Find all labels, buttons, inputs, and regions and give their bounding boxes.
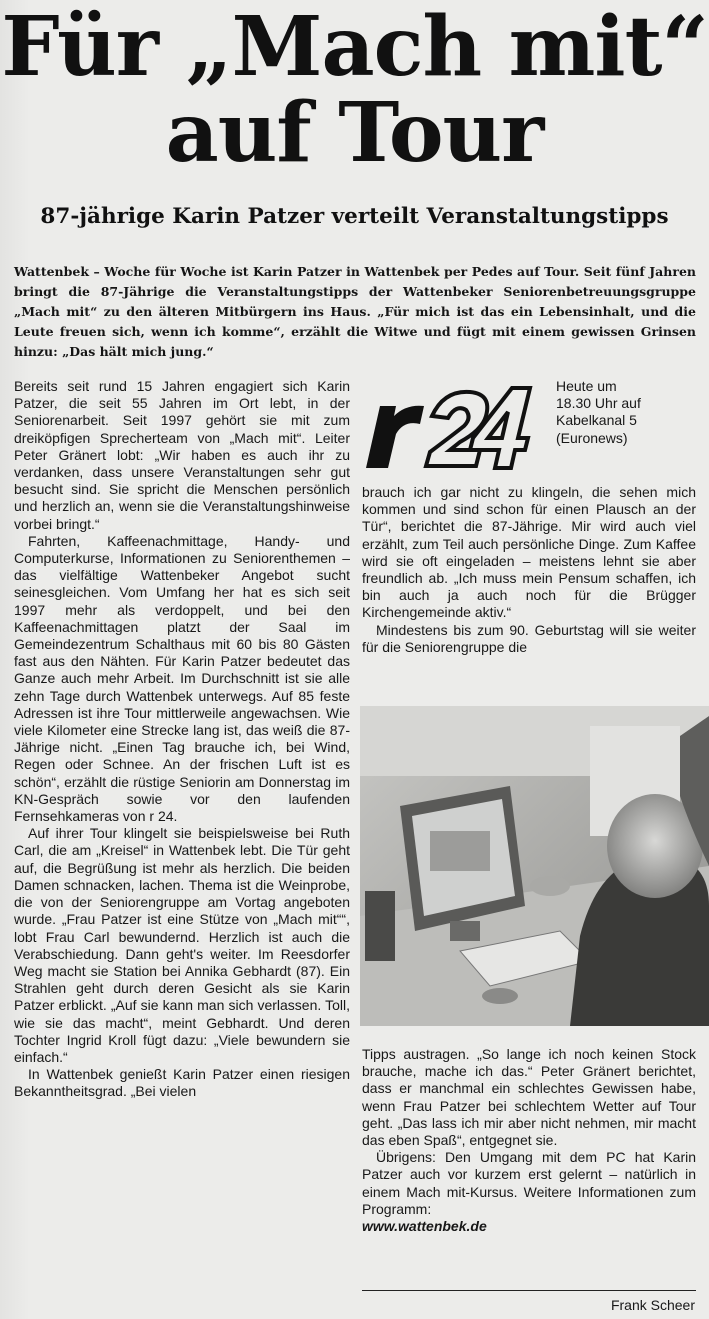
logo-text: r24 <box>362 376 364 377</box>
paragraph: Auf ihrer Tour klingelt sie beispielsweise bei Ruth Carl, die am „Kreisel“ in Wattenbek lebt. Die Tür geht auf, die Begrüßung ist mehr als herzlich. Die beiden Damen schnacken, lachen. Thema ist die Weinprobe, die von der Seniorengruppe am Vortag angeboten wurde. „Frau Patzer ist eine Stütze von „Mach mit““, lobt Frau Carl bewundernd. Herzlich ist auch die Verabschiedung. Dann geht's weiter. Im Reesdorfer Weg macht sie Station bei Annika Gebhardt (87). Ein Strahlen geht durch deren Gesicht als sie Karin Patzer erblickt. „Auf sie kann man sich verlassen. Toll, wie sie das macht“, meint Gebhardt. Und deren Tochter Ingrid Kroll fügt dazu: „Viele bewundern sie einfach.“ <box>14 825 350 1065</box>
promo-line: Heute um <box>556 378 617 394</box>
author-byline: Frank Scheer <box>610 1297 695 1313</box>
broadcast-info <box>556 378 696 447</box>
article-column-2-top <box>362 484 696 690</box>
r24-logo <box>362 376 552 474</box>
website-line <box>362 1218 696 1235</box>
subheadline: 87-jährige Karin Patzer verteilt Veranstaltungstipps <box>40 204 669 229</box>
paragraph: Mindestens bis zum 90. Geburtstag will sie weiter für die Seniorengruppe die <box>362 621 696 655</box>
headline-line-2: auf Tour <box>165 85 544 181</box>
article-photo <box>360 706 709 1026</box>
promo-line: (Euronews) <box>556 429 628 446</box>
paragraph: Tipps austragen. „So lange ich noch keinen Stock brauche, mache ich das.“ Peter Gränert berichtet, dass er manchmal ein schlechtes Gewissen habe, wenn Frau Patzer bei schlechtem Wetter auf Tour geht. „Das lass ich mir aber nicht nehmen, mir macht das eben Spaß“, entgegnet sie. <box>362 1046 696 1149</box>
article-column-1 <box>14 378 350 1313</box>
lead-paragraph: Wattenbek – Woche für Woche ist Karin Patzer in Wattenbek per Pedes auf Tour. Seit fünf Jahren bringt die 87-Jährige die Veranstaltungstipps der Wattenbeker Seniorenbetreuungsgruppe „Mach mit“ zu den älteren Mitbürgern ins Haus. „Für mich ist das ein Lebensinhalt, und die Leute freuen sich, wenn ich komme“, erzählt die Witwe und fügt mit einem gewissen Grinsen hinzu: „Das hält mich jung.“ <box>14 264 696 359</box>
paragraph: brauch ich gar nicht zu klingeln, die sehen mich kommen und sind schon für einen Plausch an der Tür“, berichtet die 87-Jährige. Mir wird auch viel erzählt, zum Teil auch persönliche Dinge. Zum Kaffee wird sie oft eingeladen – meistens lehnt sie aber freundlich ab. „Ich muss mein Pensum schaffen, ich bin auch ja auch noch für die Brügger Kirchengemeinde aktiv.“ <box>362 484 696 621</box>
promo-line: 18.30 Uhr auf <box>556 395 641 412</box>
website-link[interactable]: www.wattenbek.de <box>362 1218 487 1235</box>
promo-line: Kabelkanal 5 <box>556 412 637 429</box>
author-divider <box>362 1290 696 1291</box>
paragraph: In Wattenbek genießt Karin Patzer einen riesigen Bekanntheitsgrad. „Bei vielen <box>14 1066 350 1100</box>
paragraph: Übrigens: Den Umgang mit dem PC hat Karin Patzer auch vor kurzem erst gelernt – natürlich in einem Mach mit-Kursus. Weitere Informationen zum Programm: <box>362 1149 696 1217</box>
article-column-2-bottom <box>362 1046 696 1278</box>
headline-line-1: Für „Mach mit“ <box>1 0 708 95</box>
paragraph: Fahrten, Kaffeenachmittage, Handy- und Computerkurse, Informationen zu Seniorenthemen – das vielfältige Wattenbeker Angebot sucht seinesgleichen. Vom Umfang her hat es sich seit 1997 mehr als verdoppelt, und bei den Kaffeenachmittagen platzt der Saal im Gemeindezentrum Schalthaus mit 60 bis 80 Gästen fast aus den Nähten. Für Karin Patzer bedeutet das Ganze auch mehr Arbeit. Im Durchschnitt ist sie alle zehn Tage durch Wattenbek unterwegs. Auf 85 feste Adressen ist ihre Tour mittlerweile angewachsen. Wie viele Kilometer eine Strecke lang ist, das weiß die 87-Jährige nicht. „Einen Tag brauche ich, bei Wind, Regen oder Schnee. An der frischen Luft ist es schön“, erzählt die rüstige Seniorin am Donnerstag im KN-Gespräch sowie vor den laufenden Fernsehkameras von r 24. <box>14 532 350 825</box>
paragraph: Bereits seit rund 15 Jahren engagiert sich Karin Patzer, die seit 55 Jahren im Ort lebt, in der Seniorenarbeit. Seit 1997 gehört sie mit zum dreiköpfigen Sprecherteam von „Mach mit“. Leiter Peter Gränert lobt: „Wir haben es auch ihr zu verdanken, dass unsere Veranstaltungen sehr gut besucht sind. Sie spricht die Menschen persönlich und herzlich an, wenn sie die Veranstaltungshinweise vorbei bringt.“ <box>14 378 350 532</box>
